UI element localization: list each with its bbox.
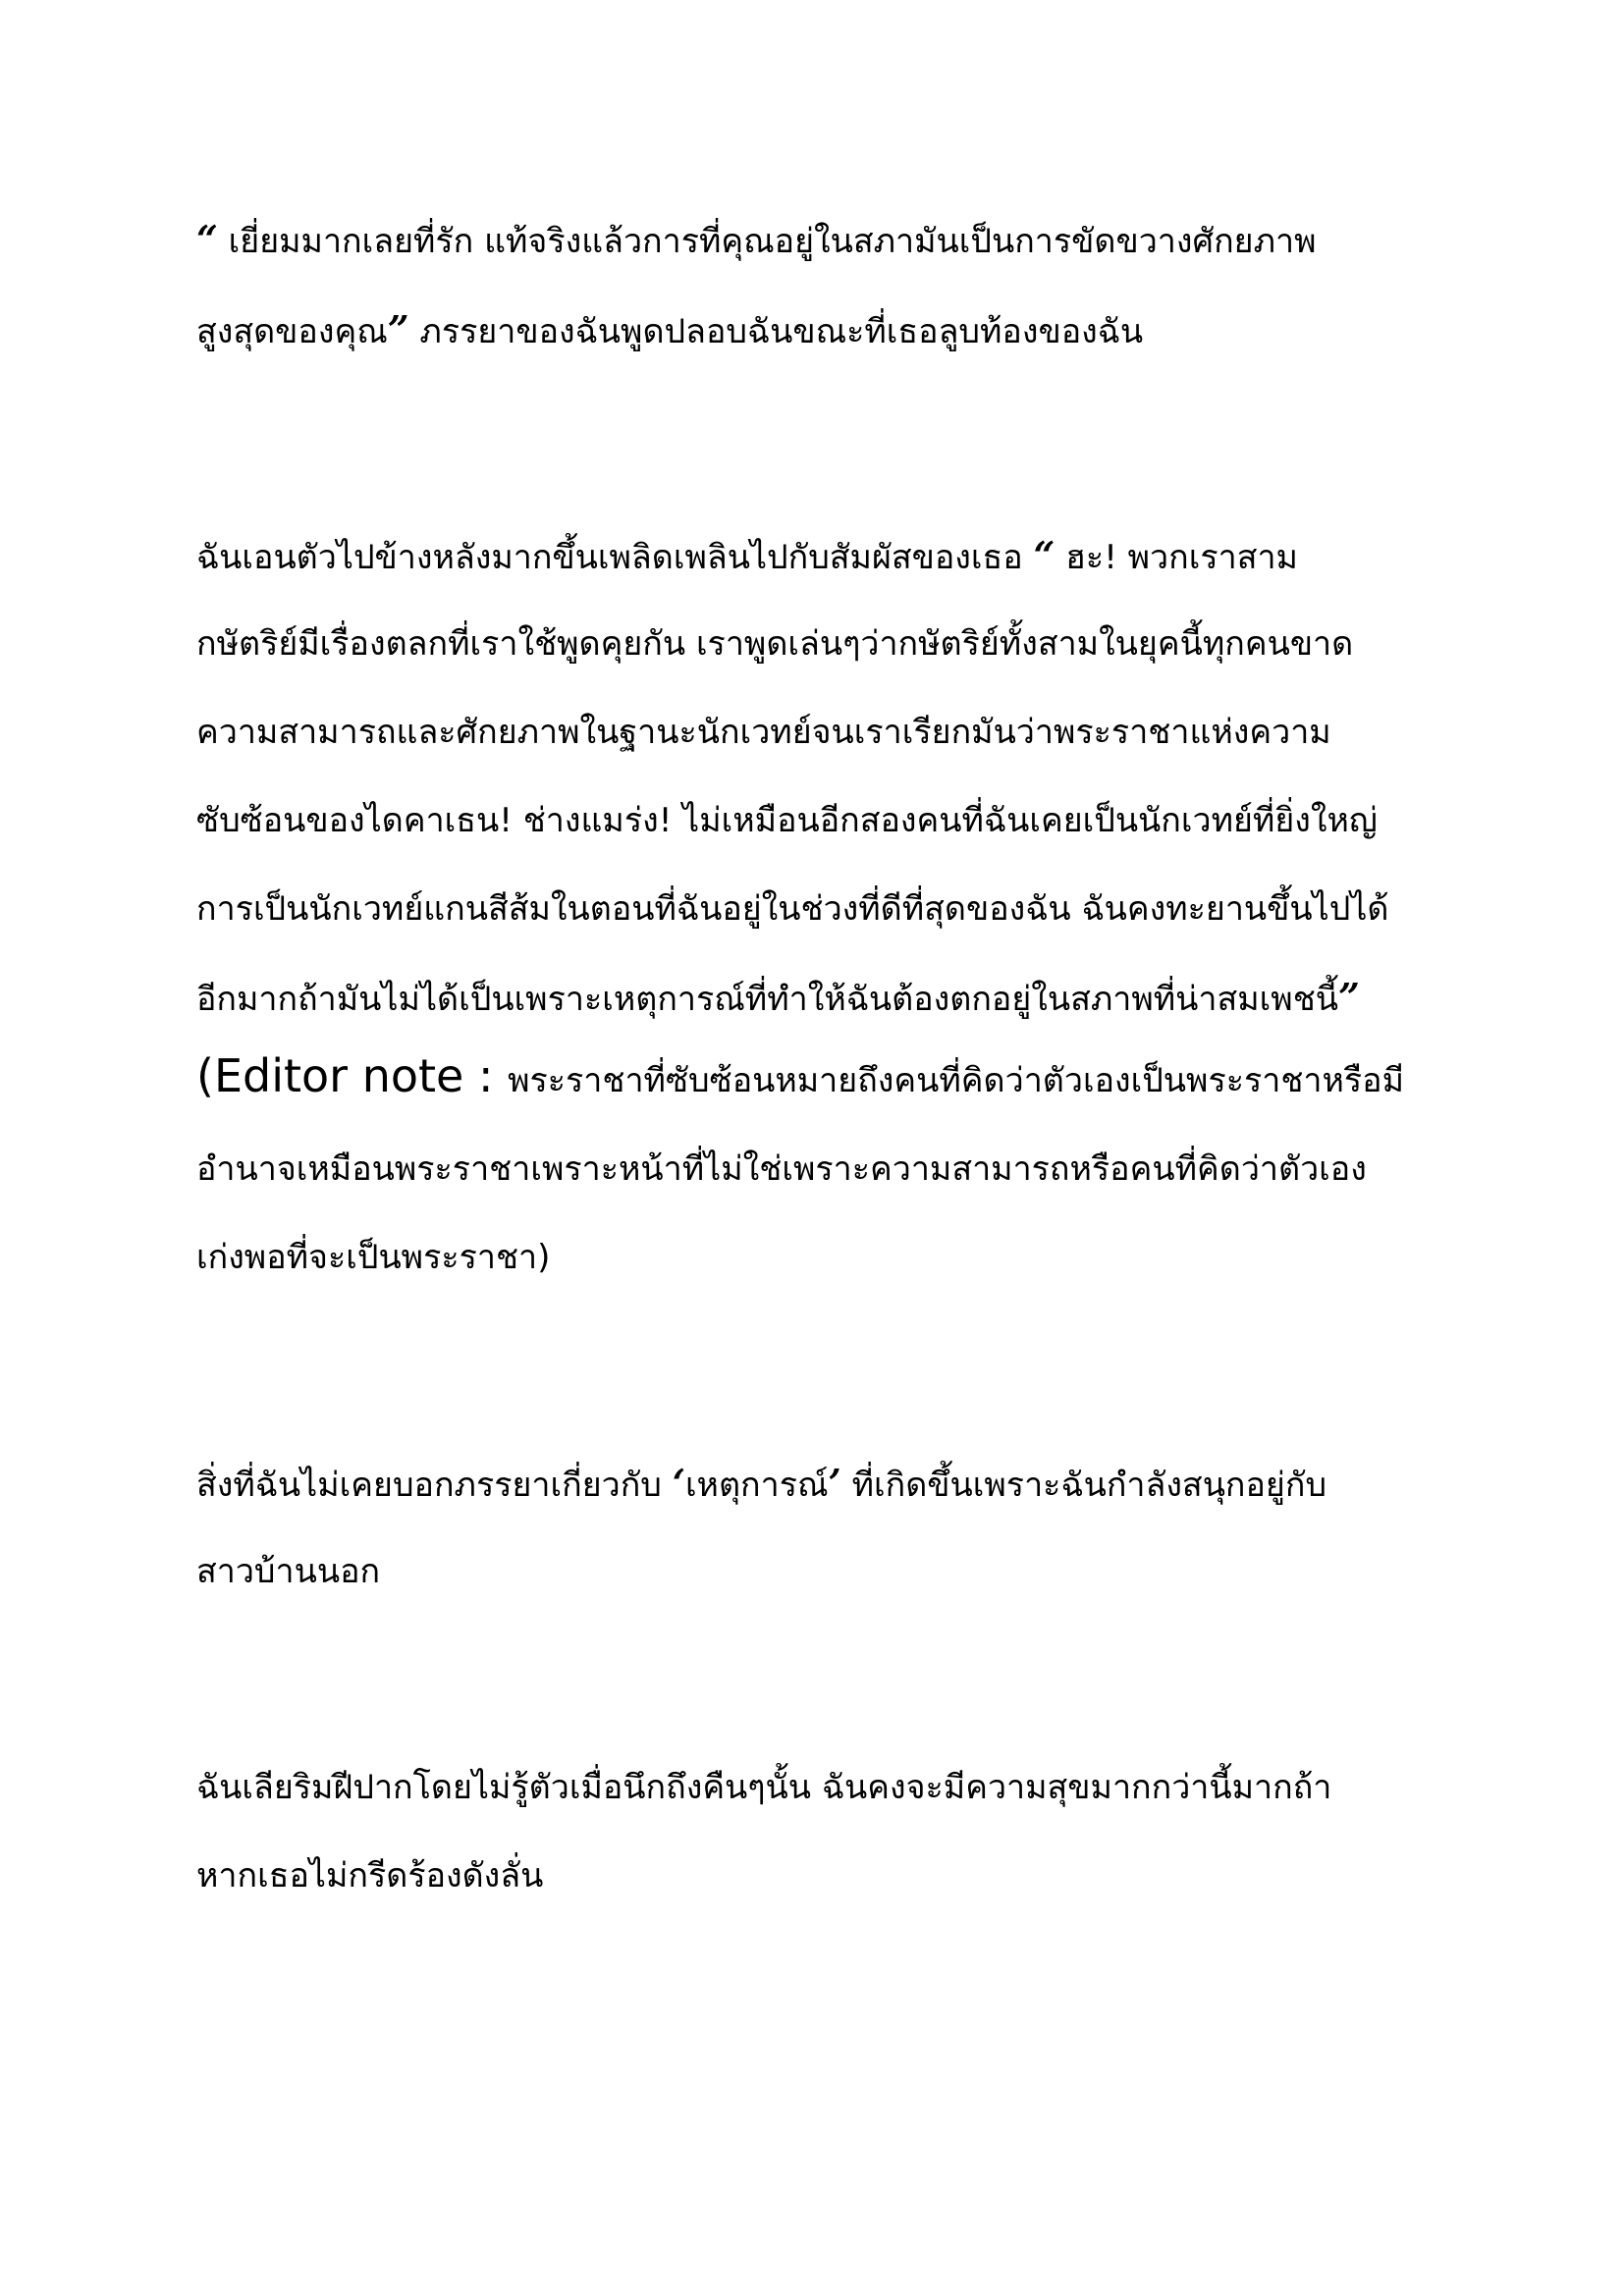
close-quote: ”: [387, 307, 409, 351]
text: ฮะ! พวกเราสาม: [1055, 538, 1298, 577]
paragraph-3-line-2: สาวบ้านนอก: [196, 1552, 381, 1591]
open-quote: “: [196, 217, 218, 261]
paragraph-1-line-2: [196, 304, 1143, 355]
paragraph-2-line-4: ซับซ้อนของไดคาเธน! ช่างแมร่ง! ไม่เหมือนอีกสองคนที่ฉันเคยเป็นนักเวทย์ที่ยิ่งใหญ่: [196, 801, 1378, 840]
close-quote: ’: [828, 1461, 841, 1505]
editor-note-label: (Editor note :: [196, 1049, 509, 1102]
paragraph-2-line-3: ความสามารถและศักยภาพในฐานะนักเวทย์จนเราเรียกมันว่าพระราชาแห่งความ: [196, 713, 1331, 752]
open-quote: ‘: [672, 1461, 685, 1505]
text: ที่เกิดขึ้นเพราะฉันกำลังสนุกอยู่กับ: [840, 1466, 1327, 1505]
paragraph-2-line-5: การเป็นนักเวทย์แกนสีส้มในตอนที่ฉันอยู่ในช่วงที่ดีที่สุดของฉัน ฉันคงทะยานขึ้นไปได้: [196, 889, 1389, 929]
paragraph-2-line-6: [196, 972, 1360, 1023]
paragraph-2-line-2: กษัตริย์มีเรื่องตลกที่เราใช้พูดคุยกัน เราพูดเล่นๆว่ากษัตริย์ทั้งสามในยุคนี้ทุกคนขาด: [196, 624, 1354, 664]
text: อีกมากถ้ามันไม่ได้เป็นเพราะเหตุการณ์ที่ทำให้ฉันต้องตกอยู่ในสภาพที่น่าสมเพชนี้: [196, 980, 1339, 1019]
text: สูงสุดของคุณ: [196, 312, 388, 351]
paragraph-1-line-1: [196, 214, 1317, 265]
paragraph-4-line-1: ฉันเลียริมฝีปากโดยไม่รู้ตัวเมื่อนึกถึงคืนๆนั้น ฉันคงจะมีความสุขมากกว่านี้มากถ้า: [196, 1768, 1332, 1807]
paragraph-3-line-1: [196, 1458, 1326, 1509]
paragraph-2-line-9: เก่งพอที่จะเป็นพระราชา): [196, 1238, 551, 1277]
paragraph-4-line-2: หากเธอไม่กรีดร้องดังลั่น: [196, 1856, 544, 1896]
quoted-text: เหตุการณ์: [684, 1466, 829, 1505]
text: ฉันเอนตัวไปข้างหลังมากขึ้นเพลิดเพลินไปกับสัมผัสของเธอ: [196, 538, 1034, 577]
close-quote: ”: [1338, 975, 1360, 1019]
text: ภรรยาของฉันพูดปลอบฉันขณะที่เธอลูบท้องของฉัน: [408, 312, 1144, 351]
text: สิ่งที่ฉันไม่เคยบอกภรรยาเกี่ยวกับ: [196, 1466, 673, 1505]
paragraph-2-line-8: อำนาจเหมือนพระราชาเพราะหน้าที่ไม่ใช่เพราะความสามารถหรือคนที่คิดว่าตัวเอง: [196, 1149, 1367, 1189]
text: เยี่ยมมากเลยที่รัก แท้จริงแล้วการที่คุณอยู่ในสภามันเป็นการขัดขวางศักยภาพ: [217, 222, 1317, 261]
open-quote: “: [1033, 533, 1056, 577]
paragraph-2-line-7: [196, 1050, 1404, 1101]
text: พระราชาที่ซับซ้อนหมายถึงคนที่คิดว่าตัวเองเป็นพระราชาหรือมี: [508, 1061, 1405, 1100]
paragraph-2-line-1: [196, 530, 1298, 581]
